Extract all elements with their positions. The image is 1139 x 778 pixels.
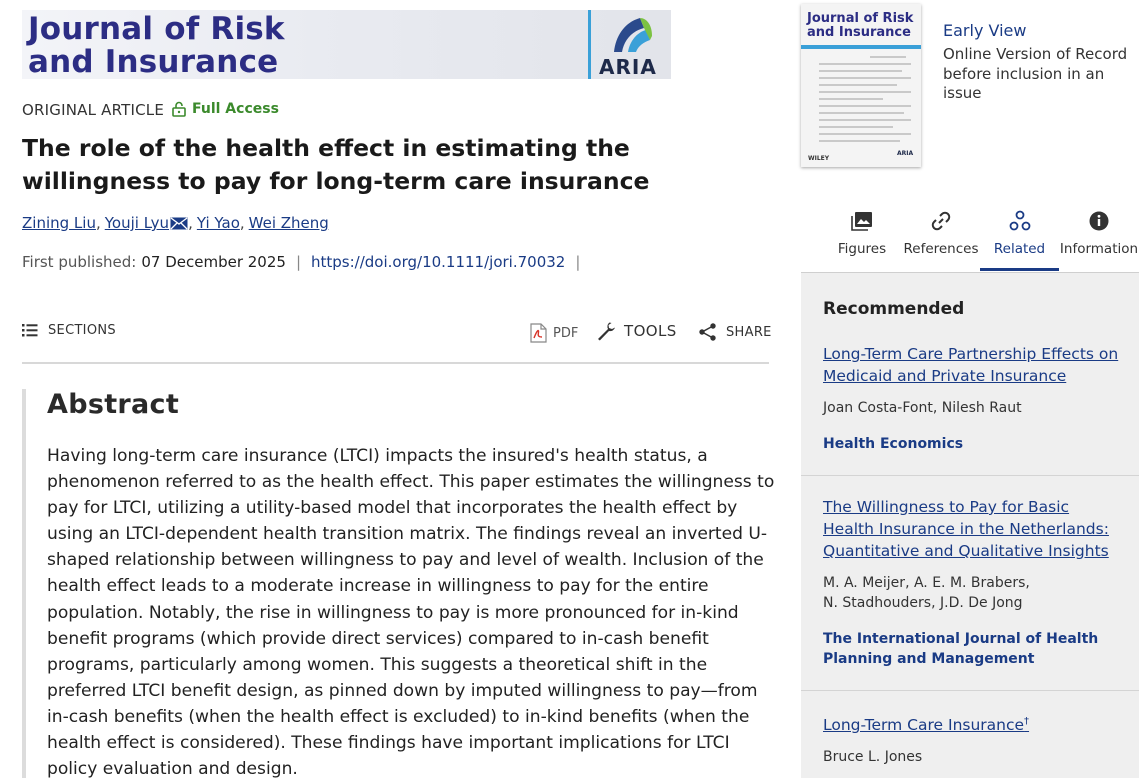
email-icon[interactable] [170,217,188,230]
aria-logo-icon [610,14,654,54]
author-link[interactable]: Youji Lyu [104,214,170,232]
list-icon [22,324,38,337]
sections-button[interactable] [22,323,116,338]
cover-band [801,45,921,49]
cover-publisher: WILEY [808,155,830,162]
doi-link[interactable]: https://doi.org/10.1111/jori.70032 [311,253,566,271]
author-list: Zining Liu , Youji Lyu , Yi Yao , Wei Zheng [22,214,329,232]
tab-label: Figures [837,241,887,257]
recommended-authors: Joan Costa-Font, Nilesh Raut [823,400,1022,416]
recommended-item [823,343,1123,454]
abstract-text: Having long-term care insurance (LTCI) impacts the insured's health status, a phenomenon referred to as the health effect. This paper estimates the willingness to pay for LTCI, utilizing a utility-based model that incorporates the health effect by using an LTCI-dependent health transition matrix. The findings reveal an inverted U-shaped relationship between willingness to pay and level of wealth. Inclusion of the health effect leads to a moderate increase in willingness to pay for the entire population. Notably, the rise in willingness to pay is more pronounced for in-kind benefit programs (which provide direct services) compared to in-cash benefit programs, particularly among women. This suggests a theoretical shift in the preferred LTCI benefit design, as pinned down by imputed willingness to pay—from in-cash benefits (when the health effect is excluded) to in-kind benefits (when the health effect is considered). These findings have important implications for LTCI policy evaluation and design. [47,446,775,778]
published-label: First published: [22,253,137,271]
wrench-icon [596,321,616,341]
tools-button[interactable] [596,321,677,341]
cover-title: Journal of Risk and Insurance [807,11,914,40]
early-view-link[interactable]: Early View [943,21,1027,40]
tab-related[interactable] [980,210,1059,257]
recommended-journal-link[interactable]: Health Economics [823,436,964,452]
recommended-item [823,496,1123,669]
pdf-button[interactable] [530,323,578,343]
image-icon [851,210,873,232]
active-tab-indicator [980,268,1059,271]
abstract-side-bar [22,389,26,778]
article-type: ORIGINAL ARTICLE [22,101,164,119]
recommended-authors: Bruce L. Jones [823,749,923,766]
tools-label: TOOLS [624,322,677,340]
publication-info: First published: 07 December 2025 | https://doi.org/10.1111/jori.70032 | [22,253,581,271]
share-label: SHARE [726,324,772,340]
sidebar-tabs [822,210,1139,272]
access-label: Full Access [192,101,279,117]
author-link[interactable]: Zining Liu [22,214,96,232]
tab-label: Related [993,241,1046,257]
article-toolbar [22,320,772,348]
author-link[interactable]: Yi Yao [196,214,240,232]
recommended-title-link[interactable]: Long-Term Care Insurance† [823,716,1030,735]
toolbar-divider [22,362,769,364]
tab-figures[interactable] [822,210,902,257]
sections-label: SECTIONS [48,323,116,338]
info-icon [1088,210,1110,232]
recommended-title-link[interactable]: The Willingness to Pay for Basic Health Insurance in the Netherlands: Quantitative and Qualitative Insights [823,498,1109,560]
aria-logo-text: ARIA [599,55,657,79]
tab-information[interactable] [1059,210,1139,257]
journal-cover-image[interactable] [801,4,921,167]
banner-divider [588,10,591,79]
recommended-title-link[interactable]: Long-Term Care Partnership Effects on Medicaid and Private Insurance [823,345,1119,385]
access-badge [172,101,279,117]
tab-references[interactable] [902,210,980,257]
footnote-marker: † [1024,716,1030,727]
tab-label: Information [1059,241,1139,257]
journal-banner[interactable] [22,10,671,79]
recommended-authors: M. A. Meijer, A. E. M. Brabers, N. Stadhouders, J.D. De Jong [823,575,1030,611]
article-title: The role of the health effect in estimating the willingness to pay for long-term care insurance [22,134,650,195]
author-link[interactable]: Wei Zheng [248,214,329,232]
recommended-item [823,711,1123,767]
published-date: 07 December 2025 [141,253,286,271]
share-button[interactable] [699,323,772,341]
early-view-description: Online Version of Record before inclusion in an issue [943,45,1128,102]
abstract-heading: Abstract [47,389,180,420]
share-icon [699,323,716,341]
tab-label: References [903,241,979,257]
lock-open-icon [172,101,186,117]
recommended-separator [801,690,1139,691]
recommended-journal-link[interactable]: The International Journal of Health Planning and Management [823,631,1099,667]
pdf-file-icon [530,323,547,343]
cover-contents-lines [819,56,911,147]
related-icon [1009,210,1031,232]
recommended-heading: Recommended [823,299,965,319]
recommended-panel [801,273,1139,778]
recommended-separator [801,475,1139,476]
pdf-label: PDF [553,325,579,341]
link-icon [930,210,952,232]
cover-society: ARIA [897,150,914,157]
banner-journal-title: Journal of Risk and Insurance [28,11,285,80]
